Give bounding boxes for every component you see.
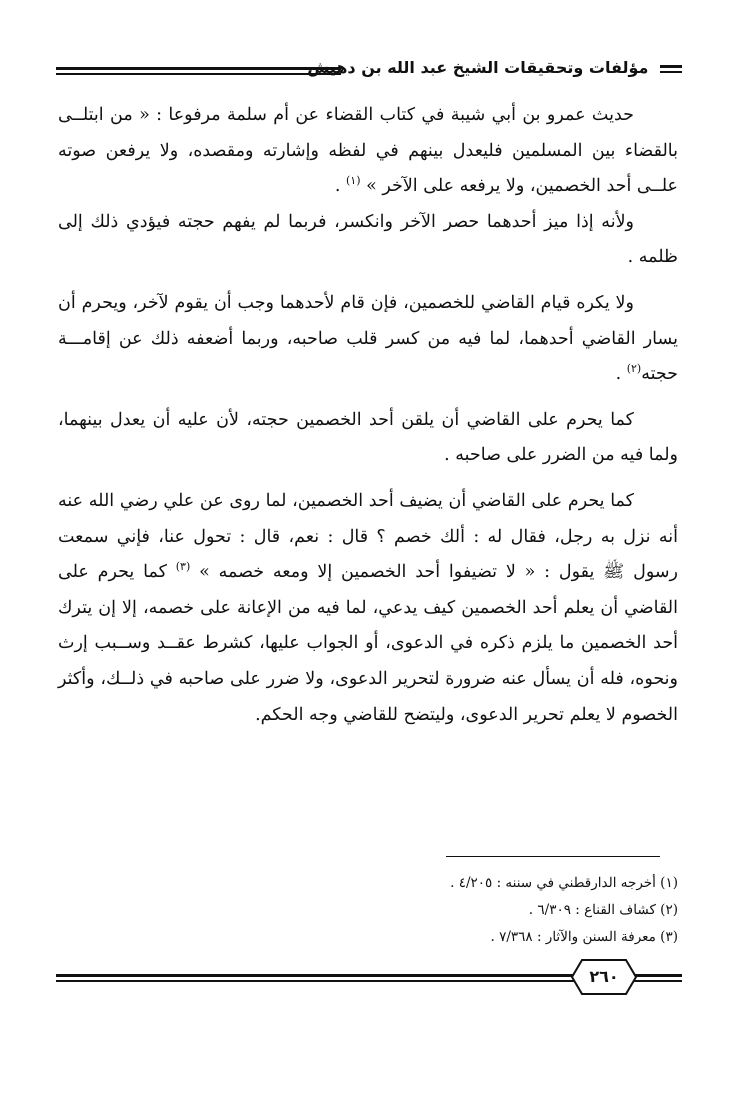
paragraph-3: [58, 286, 678, 393]
paragraph-1: [58, 98, 678, 205]
footnote-ref-2: (٢): [626, 362, 642, 376]
paragraph-3-tail: .: [615, 364, 627, 385]
paragraph-5-tail: كما يحرم على القاضي أن يعلم أحد الخصمين كيف يدعي، لما فيه من الإعانة على خصمه، إلا إن يترك أحد الخصمين ما يلزم ذكره في الدعوى، أو الجواب عليها، كشرط عقــد وســبب إرث ونحوه، فله أن يسأل عنه ضرورة لتحرير الدعوى، ولا ضرر على صاحبه في ذلــك، وأكثر الخصوم لا يعلم تحرير الدعوى، وليتضح للقاضي وجه الحكم.: [58, 562, 678, 725]
main-text: [58, 98, 678, 743]
running-title: [307, 58, 682, 77]
paragraph-5-text: كما يحرم على القاضي أن يضيف أحد الخصمين، لما روى عن علي رضي الله عنه أنه نزل به رجل، فقال له : ألك خصم ؟ قال : نعم، قال : تحول عنا، فإني سمعت رسول ﷺ يقول : « لا تضيفوا أحد الخصمين إلا ومعه خصمه »: [58, 490, 678, 583]
footnote-ref-1: (١): [345, 174, 361, 188]
running-title-text: مؤلفات وتحقيقات الشيخ عبد الله بن دهيش: [307, 58, 649, 77]
footnote-ref-3: (٣): [175, 560, 191, 574]
page-number-badge: [570, 958, 638, 996]
header-rule: [56, 67, 341, 75]
page-number: ٢٦٠: [589, 967, 619, 986]
footnote-1: (١) أخرجه الدارقطني في سننه : ٤/٢٠٥ .: [450, 875, 678, 891]
paragraph-1-text: حديث عمرو بن أبي شيبة في كتاب القضاء عن أم سلمة مرفوعا : « من ابتلــى بالقضاء بين المسلمين فليعدل بينهم في لفظه وإشارته ومقصده، ولا يرفعن صوته علــى أحد الخصمين، ولا يرفعه على الآخر »: [58, 105, 678, 197]
footer-rule-left: [56, 974, 580, 982]
footnote-separator: [446, 856, 660, 857]
paragraph-1-tail: .: [334, 176, 346, 197]
header-rule-short: [660, 65, 682, 73]
paragraph-3-text: ولا يكره قيام القاضي للخصمين، فإن قام لأحدهما وجب أن يقوم لآخر، ويحرم أن يسار القاضي أحدهما، لما فيه من كسر قلب صاحبه، وربما أضعفه ذلك عن إقامـــة حجته: [58, 292, 678, 385]
paragraph-2: [58, 205, 678, 276]
paragraph-4-text: كما يحرم على القاضي أن يلقن أحد الخصمين حجته، لأن عليه أن يعدل بينهما، ولما فيه من الضرر على صاحبه .: [58, 409, 678, 466]
footnote-3: (٣) معرفة السنن والآثار : ٧/٣٦٨ .: [490, 929, 678, 945]
paragraph-4: [58, 403, 678, 474]
page-header: [56, 58, 682, 88]
paragraph-2-text: ولأنه إذا ميز أحدهما حصر الآخر وانكسر، فربما لم يفهم حجته فيؤدي ذلك إلى ظلمه .: [58, 211, 678, 268]
footnotes: [258, 870, 678, 951]
footnote-2: (٢) كشاف القناع : ٦/٣٠٩ .: [528, 902, 678, 918]
paragraph-5: [58, 484, 678, 733]
